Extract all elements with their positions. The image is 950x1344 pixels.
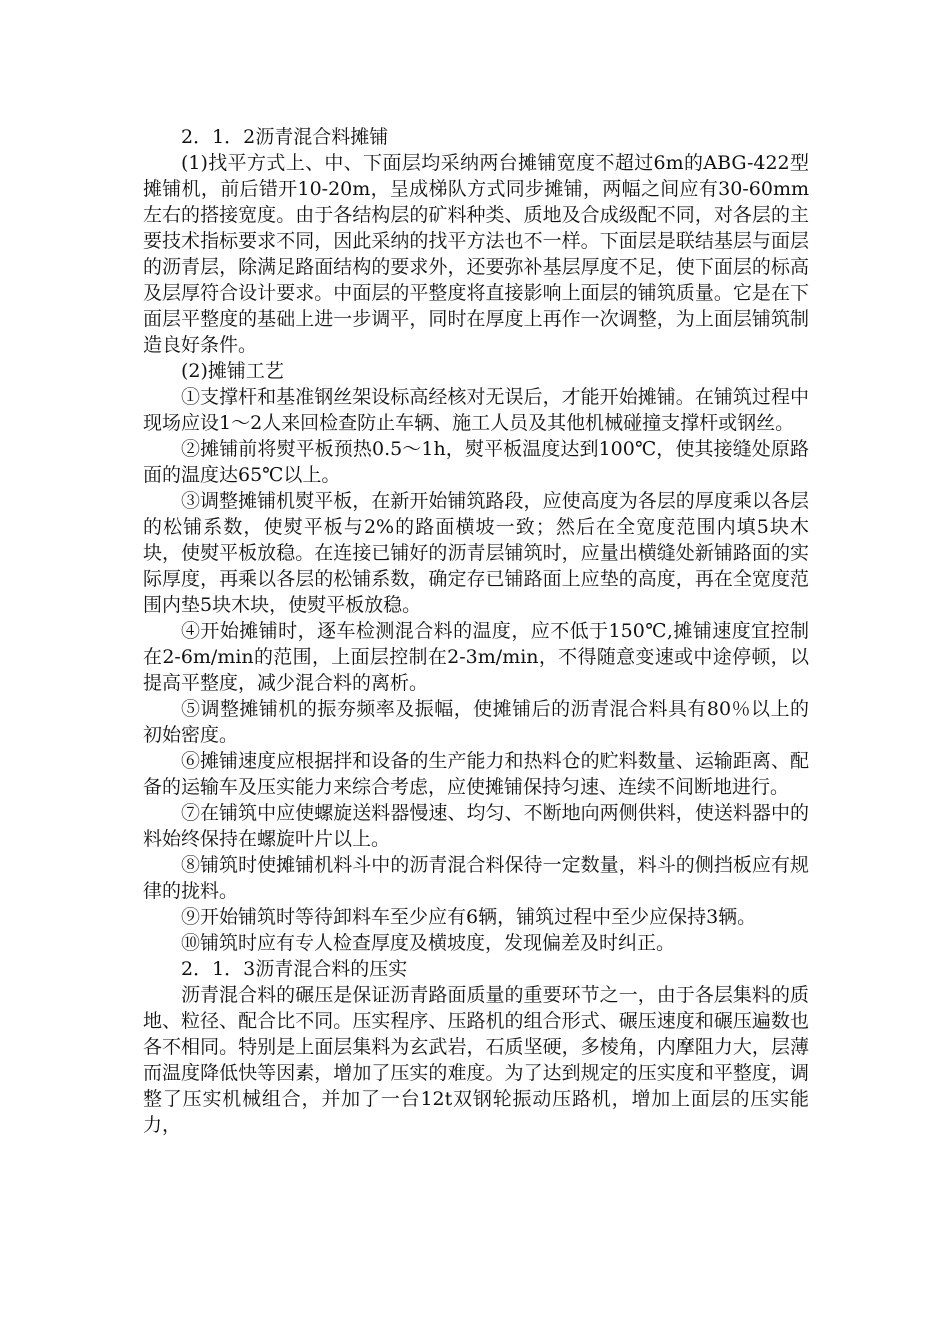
paragraph: ⑥摊铺速度应根据拌和设备的生产能力和热料仓的贮料数量、运输距离、配备的运输车及压实能力来综合考虑，应使摊铺保持匀速、连续不间断地进行。: [143, 750, 809, 798]
paragraph: ⑧铺筑时使摊铺机料斗中的沥青混合料保待一定数量，料斗的侧挡板应有规律的拢料。: [143, 854, 809, 902]
paragraph: ①支撑杆和基准钢丝架设标高经核对无误后，才能开始摊铺。在铺筑过程中现场应设1～2人来回检查防止车辆、施工人员及其他机械碰撞支撑杆或钢丝。: [143, 386, 809, 434]
paragraph: ⑦在铺筑中应使螺旋送料器慢速、均匀、不断地向两侧供料，使送料器中的料始终保持在螺旋叶片以上。: [143, 802, 809, 850]
paragraph: (2)摊铺工艺: [181, 360, 284, 382]
section-heading: 2．1．2沥青混合料摊铺: [181, 126, 389, 148]
paragraph: ④开始摊铺时，逐车检测混合料的温度，应不低于150℃,摊铺速度宜控制在2-6m/min的范围，上面层控制在2-3m/min，不得随意变速或中途停顿，以提高平整度，减少混合料的离析。: [143, 620, 809, 694]
paragraph: ③调整摊铺机熨平板，在新开始铺筑路段，应使高度为各层的厚度乘以各层的松铺系数，使熨平板与2%的路面横坡一致；然后在全宽度范围内填5块木块，使熨平板放稳。在连接已铺好的沥青层铺筑时，应量出横缝处新铺路面的实际厚度，再乘以各层的松铺系数，确定存已铺路面上应垫的高度，再在全宽度范围内垫5块木块，使熨平板放稳。: [143, 490, 809, 616]
paragraph: ②摊铺前将熨平板预热0.5～1h，熨平板温度达到100℃，使其接缝处原路面的温度达65℃以上。: [143, 438, 809, 486]
paragraph: ⑩铺筑时应有专人检查厚度及横坡度，发现偏差及时纠正。: [181, 932, 676, 954]
paragraph: 沥青混合料的碾压是保证沥青路面质量的重要环节之一，由于各层集料的质地、粒径、配合比不同。压实程序、压路机的组合形式、碾压速度和碾压遍数也各不相同。特别是上面层集料为玄武岩，石质坚硬，多棱角，内摩阻力大，层薄而温度降低快等因素，增加了压实的难度。为了达到规定的压实度和平整度，调整了压实机械组合，并加了一台12t双钢轮振动压路机，增加上面层的压实能力，: [143, 984, 809, 1136]
paragraph: ⑤调整摊铺机的振夯频率及振幅，使摊铺后的沥青混合料具有80％以上的初始密度。: [143, 698, 809, 746]
section-heading: 2．1．3沥青混合料的压实: [181, 958, 408, 980]
paragraph: ⑨开始铺筑时等待卸料车至少应有6辆，铺筑过程中至少应保持3辆。: [181, 906, 757, 928]
document-body: [143, 124, 809, 1138]
paragraph: (1)找平方式上、中、下面层均采纳两台摊铺宽度不超过6m的ABG-422型摊铺机，前后错开10-20m，呈成梯队方式同步摊铺，两幅之间应有30-60mm左右的搭接宽度。由于各结构层的矿料种类、质地及合成级配不同，对各层的主要技术指标要求不同，因此采纳的找平方法也不一样。下面层是联结基层与面层的沥青层，除满足路面结构的要求外，还要弥补基层厚度不足，使下面层的标高及层厚符合设计要求。中面层的平整度将直接影响上面层的铺筑质量。它是在下面层平整度的基础上进一步调平，同时在厚度上再作一次调整，为上面层铺筑制造良好条件。: [143, 152, 809, 356]
